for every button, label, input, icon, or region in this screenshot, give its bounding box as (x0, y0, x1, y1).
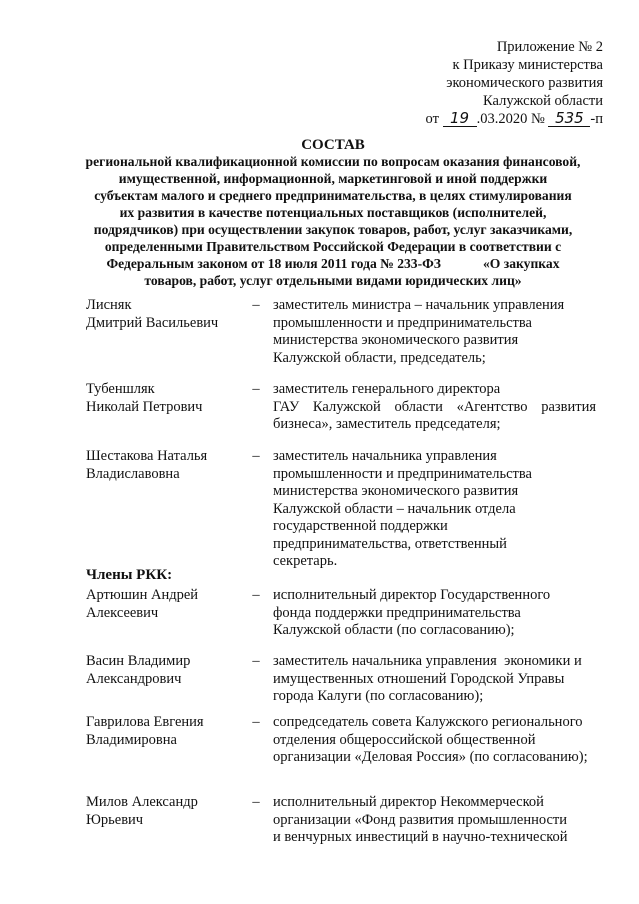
role-line: бизнеса», заместитель председателя; (273, 416, 501, 432)
appendix-line-3: экономического развития (446, 75, 603, 91)
person-name (86, 381, 246, 416)
role-line: организации «Фонд развития промышленности (273, 811, 568, 828)
name-line: Алексеевич (86, 604, 159, 621)
order-suffix: -п (590, 111, 603, 127)
role-line: сопредседатель совета Калужского регионального (273, 714, 583, 730)
role-line: имущественных отношений Городской Управы (273, 670, 565, 687)
person-role (273, 714, 596, 767)
separator-dash: – (252, 587, 260, 603)
name-line: Лисняк (86, 297, 132, 313)
role-line: отделения общероссийской общественной (273, 731, 536, 748)
subtitle-line-7a: Федеральным законом от 18 июля 2011 года № 233-ФЗ (106, 256, 441, 271)
role-line: заместитель генерального директора (273, 381, 501, 397)
name-line: Владимировна (86, 731, 177, 748)
role-line: организации «Деловая Россия» (по согласованию); (273, 749, 588, 765)
person-role (273, 448, 596, 571)
date-prefix: от (425, 111, 439, 127)
appendix-header (426, 38, 603, 128)
appendix-line-4: Калужской области (483, 93, 603, 109)
subtitle-line-3: субъектам малого и среднего предпринимательства, в целях стимулирования (94, 188, 572, 203)
name-line: Тубеншляк (86, 381, 155, 397)
person-role (273, 381, 596, 434)
subtitle-line-6: определенными Правительством Российской Федерации в соответствии с (104, 239, 562, 254)
handwritten-order-number: 535 (548, 111, 590, 127)
separator-dash: – (252, 381, 260, 397)
document-title: СОСТАВ (301, 137, 365, 153)
role-line: ГАУ Калужской области «Агентство развития (273, 398, 596, 415)
subtitle-line-8: товаров, работ, услуг отдельными видами юридических лиц» (144, 273, 522, 288)
separator-dash: – (252, 714, 260, 730)
person-role (273, 587, 596, 640)
name-line: Дмитрий Васильевич (86, 314, 219, 331)
name-line: Милов Александр (86, 794, 198, 810)
name-line: Артюшин Андрей (86, 587, 199, 603)
members-heading: Члены РКК: (86, 567, 173, 583)
person-role (273, 794, 596, 847)
appendix-line-1: Приложение № 2 (496, 39, 603, 55)
role-line: Калужской области (по согласованию); (273, 622, 515, 638)
role-line: министерства экономического развития (273, 483, 519, 499)
person-name (86, 794, 246, 829)
person-role (273, 297, 596, 367)
name-line: Гаврилова Евгения (86, 714, 204, 730)
subtitle-line-1: региональной квалификационной комиссии по вопросам оказания финансовой, (85, 154, 581, 169)
subtitle-line-7 (66, 255, 600, 272)
role-line: города Калуги (по согласованию); (273, 688, 484, 704)
role-line: секретарь. (273, 553, 338, 569)
person-name (86, 297, 246, 332)
name-line: Васин Владимир (86, 653, 191, 669)
role-line: и венчурных инвестиций в научно-технической (273, 829, 568, 845)
role-line: промышленности и предпринимательства (273, 314, 532, 331)
person-name (86, 714, 246, 749)
role-line: Калужской области, председатель; (273, 349, 486, 366)
role-line: заместитель начальника управления экономики и (273, 653, 582, 669)
subtitle-line-7b: «О закупках (482, 256, 560, 271)
separator-dash: – (252, 794, 260, 810)
person-name (86, 448, 246, 483)
name-line: Александрович (86, 670, 182, 687)
date-suffix: .03.2020 № (476, 111, 545, 127)
name-line: Юрьевич (86, 811, 144, 828)
role-line: исполнительный директор Государственного (273, 587, 551, 603)
document-subtitle (66, 153, 600, 289)
role-line: заместитель министра – начальник управления (273, 297, 565, 313)
appendix-line-2: к Приказу министерства (452, 57, 603, 73)
person-name (86, 587, 246, 622)
role-line: министерства экономического развития (273, 332, 519, 348)
role-line: промышленности и предпринимательства (273, 465, 532, 482)
name-line: Николай Петрович (86, 398, 203, 415)
subtitle-line-4: их развития в качестве потенциальных поставщиков (исполнителей, (119, 205, 547, 220)
subtitle-line-2: имущественной, информационной, маркетинговой и иной поддержки (118, 171, 548, 186)
person-name (86, 653, 246, 688)
role-line: исполнительный директор Некоммерческой (273, 794, 544, 810)
separator-dash: – (252, 448, 260, 464)
role-line: заместитель начальника управления (273, 448, 497, 464)
role-line: фонда поддержки предпринимательства (273, 604, 521, 621)
name-line: Владиславовна (86, 465, 180, 482)
subtitle-line-5: подрядчиков) при осуществлении закупок товаров, работ, услуг заказчиками, (93, 222, 573, 237)
person-role (273, 653, 596, 706)
role-line: предпринимательства, ответственный (273, 535, 507, 552)
role-line: Калужской области – начальник отдела (273, 500, 516, 517)
order-date-line (426, 110, 603, 128)
separator-dash: – (252, 297, 260, 313)
handwritten-day: 19 (443, 111, 477, 127)
name-line: Шестакова Наталья (86, 448, 208, 464)
role-line: государственной поддержки (273, 518, 448, 534)
separator-dash: – (252, 653, 260, 669)
